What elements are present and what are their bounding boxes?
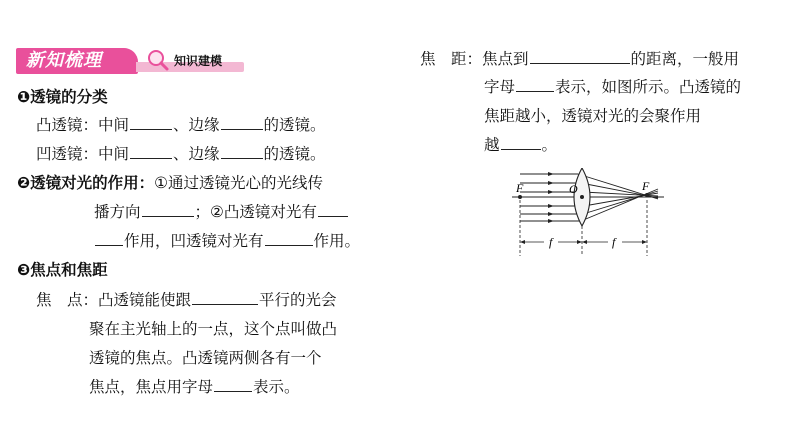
focus-text-4b: 表示。 — [253, 378, 300, 396]
fill-blank[interactable] — [530, 50, 630, 64]
section-2-title: ❷透镜对光的作用： — [17, 174, 155, 192]
focus-text-1a: 凸透镜能使跟 — [98, 291, 192, 309]
convex-head: 凸透镜：中间 — [36, 116, 130, 134]
magnifier-icon — [146, 48, 170, 72]
section-2-text-3b: 作用。 — [313, 232, 361, 250]
focus-line-1 — [36, 291, 337, 310]
fill-blank[interactable] — [214, 378, 252, 392]
fill-blank[interactable] — [221, 145, 263, 159]
section-2-line-3 — [94, 232, 360, 251]
fill-blank[interactable] — [221, 116, 263, 130]
focus-label: 焦 点： — [36, 291, 99, 309]
focus-point-right — [645, 193, 649, 197]
concave-lens-line — [36, 145, 326, 164]
focal-length-text-2a: 字母 — [484, 78, 516, 96]
ray-arrows — [548, 172, 554, 223]
label-focus-left: F — [516, 181, 524, 195]
focal-length-line-4 — [484, 136, 557, 155]
convex-lens-line — [36, 116, 326, 135]
concave-mid: 、边缘 — [173, 145, 220, 163]
fill-blank[interactable] — [142, 203, 194, 217]
label-focus-right: F — [642, 179, 650, 193]
fill-blank[interactable] — [516, 78, 554, 92]
section-2-text-1: ①通过透镜光心的光线传 — [154, 174, 324, 192]
label-center: O — [569, 182, 578, 196]
section-2-text-3a: 作用，凹透镜对光有 — [124, 232, 264, 250]
convex-mid: 、边缘 — [173, 116, 220, 134]
convex-tail: 的透镜。 — [263, 116, 326, 134]
fill-blank[interactable] — [192, 291, 258, 305]
focus-text-4a: 焦点，焦点用字母 — [89, 378, 214, 396]
focal-length-line-3: 焦距越小，透镜对光的会聚作用 — [484, 107, 702, 125]
section-2-text-2a: 播方向 — [94, 203, 141, 221]
focal-length-label: 焦 距： — [420, 50, 483, 68]
banner-tag: 新知梳理 — [26, 50, 102, 71]
fill-blank[interactable] — [265, 232, 313, 246]
focus-line-2: 聚在主光轴上的一点，这个点叫做凸 — [89, 320, 338, 338]
section-2-text-2b: ；②凸透镜对光有 — [194, 203, 317, 221]
focus-text-1b: 平行的光会 — [259, 291, 337, 309]
fill-blank[interactable] — [318, 203, 348, 217]
concave-tail: 的透镜。 — [263, 145, 326, 163]
focal-length-text-2b: 表示，如图所示。凸透镜的 — [555, 78, 742, 96]
concave-head: 凹透镜：中间 — [36, 145, 130, 163]
optical-center — [580, 195, 584, 199]
section-2-line-1 — [17, 174, 323, 193]
fill-blank[interactable] — [130, 145, 172, 159]
section-banner — [16, 46, 244, 78]
convex-lens-diagram — [508, 168, 668, 260]
fill-blank[interactable] — [130, 116, 172, 130]
focus-line-3: 透镜的焦点。凸透镜两侧各有一个 — [89, 349, 322, 367]
focus-line-4 — [89, 378, 300, 397]
label-dim-right: f — [612, 235, 616, 249]
focal-length-text-4a: 越 — [484, 136, 500, 154]
label-dim-left: f — [549, 235, 553, 249]
focal-length-text-1b: 的距离，一般用 — [630, 50, 740, 68]
banner-subtitle: 知识建模 — [174, 54, 223, 68]
focal-length-text-1a: 焦点到 — [482, 50, 529, 68]
focus-point-left — [518, 195, 522, 199]
section-3-title: ❸焦点和焦距 — [17, 261, 108, 279]
focal-length-line-1 — [420, 50, 739, 69]
section-2-line-2 — [94, 203, 349, 222]
focal-length-text-4b: 。 — [541, 136, 558, 154]
fill-blank[interactable] — [501, 136, 541, 150]
focal-length-line-2 — [484, 78, 741, 97]
fill-blank[interactable] — [95, 232, 123, 246]
section-1-title: ❶透镜的分类 — [17, 88, 108, 106]
